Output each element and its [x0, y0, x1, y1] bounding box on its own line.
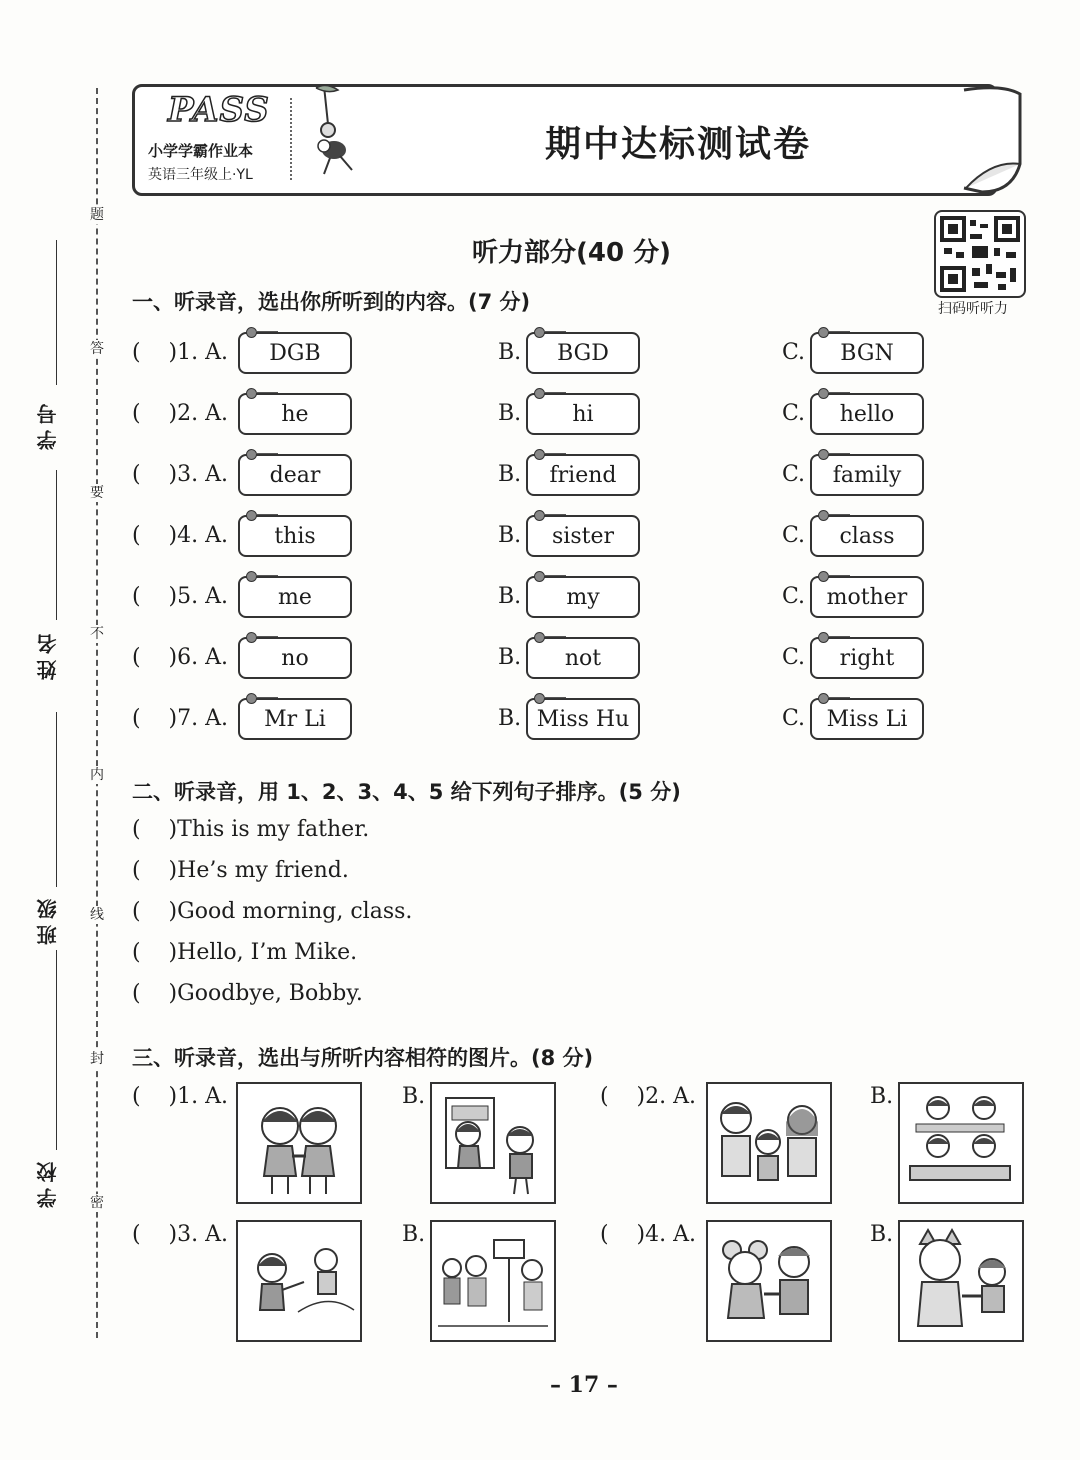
option-letter-b: B.	[498, 523, 522, 548]
question-number[interactable]: ( )6. A.	[132, 645, 229, 670]
family-portrait-icon	[708, 1084, 830, 1202]
option-letter-b: B.	[498, 645, 522, 670]
option-b[interactable]: BGD	[526, 332, 640, 374]
class-label: 班级	[36, 893, 60, 945]
question-number[interactable]: ( )5. A.	[132, 584, 229, 609]
header-divider	[290, 98, 292, 180]
two-girls-greeting-icon	[238, 1084, 360, 1202]
option-a[interactable]: me	[238, 576, 352, 618]
picture-question-number[interactable]: ( )1. A.	[132, 1084, 229, 1109]
page-number: – 17 –	[550, 1372, 618, 1398]
qr-code-icon[interactable]	[934, 210, 1026, 298]
picture-option-b[interactable]	[430, 1220, 556, 1342]
qr-label: 扫码听听力	[938, 301, 1008, 317]
brand-name: 小学学霸作业本	[148, 142, 254, 160]
option-letter-b: B.	[402, 1084, 426, 1109]
option-letter-b: B.	[498, 706, 522, 731]
question-number[interactable]: ( )1. A.	[132, 340, 229, 365]
seal-char: 不	[90, 626, 104, 642]
option-a[interactable]: DGB	[238, 332, 352, 374]
option-letter-c: C.	[782, 523, 806, 548]
option-letter-c: C.	[782, 401, 806, 426]
cat-and-boy-icon	[900, 1222, 1022, 1340]
classroom-students-icon	[900, 1084, 1022, 1202]
option-a[interactable]: no	[238, 637, 352, 679]
picture-option-b[interactable]	[898, 1220, 1024, 1342]
student-id-line[interactable]	[56, 240, 57, 385]
option-letter-b: B.	[870, 1084, 894, 1109]
girl-pointing-at-boy-icon	[238, 1222, 360, 1340]
sentence-item[interactable]: ( )Hello, I’m Mike.	[132, 940, 358, 965]
mascot-icon	[304, 84, 368, 180]
option-letter-c: C.	[782, 340, 806, 365]
school-line[interactable]	[56, 950, 57, 1150]
picture-option-a[interactable]	[236, 1220, 362, 1342]
brand-subtitle: 英语三年级上·YL	[148, 167, 253, 183]
option-letter-c: C.	[782, 584, 806, 609]
picture-option-a[interactable]	[706, 1220, 832, 1342]
question-row	[132, 393, 932, 439]
name-line[interactable]	[56, 470, 57, 620]
question-number[interactable]: ( )7. A.	[132, 706, 229, 731]
class-line[interactable]	[56, 712, 57, 887]
option-b[interactable]: not	[526, 637, 640, 679]
family-at-bus-stop-icon	[432, 1222, 554, 1340]
option-c[interactable]: right	[810, 637, 924, 679]
option-letter-b: B.	[498, 462, 522, 487]
picture-question-number[interactable]: ( )3. A.	[132, 1222, 229, 1247]
sentence-item[interactable]: ( )This is my father.	[132, 817, 370, 842]
page-title: 期中达标测试卷	[545, 124, 812, 165]
option-letter-b: B.	[402, 1222, 426, 1247]
picture-option-b[interactable]	[430, 1082, 556, 1204]
page-curl-icon	[962, 84, 1024, 196]
option-letter-b: B.	[498, 584, 522, 609]
seal-char: 内	[90, 767, 104, 783]
sentence-item[interactable]: ( )He’s my friend.	[132, 858, 349, 883]
seal-char: 要	[90, 485, 104, 501]
option-c[interactable]: BGN	[810, 332, 924, 374]
seal-char: 封	[90, 1051, 104, 1067]
picture-question-number[interactable]: ( )4. A.	[600, 1222, 697, 1247]
option-a[interactable]: he	[238, 393, 352, 435]
option-b[interactable]: friend	[526, 454, 640, 496]
option-c[interactable]: class	[810, 515, 924, 557]
option-letter-b: B.	[498, 340, 522, 365]
part-title: 听力部分(40 分)	[472, 238, 671, 268]
option-letter-c: C.	[782, 462, 806, 487]
question-row	[132, 637, 932, 683]
seal-char: 线	[90, 907, 104, 923]
question-row	[132, 698, 932, 744]
option-c[interactable]: Miss Li	[810, 698, 924, 740]
seal-char: 答	[90, 341, 104, 357]
option-letter-c: C.	[782, 645, 806, 670]
section1-title: 一、听录音，选出你所听到的内容。(7 分)	[132, 290, 531, 314]
question-number[interactable]: ( )4. A.	[132, 523, 229, 548]
question-number[interactable]: ( )3. A.	[132, 462, 229, 487]
question-number[interactable]: ( )2. A.	[132, 401, 229, 426]
school-label: 学校	[36, 1156, 60, 1208]
name-label: 姓名	[36, 628, 60, 680]
option-a[interactable]: dear	[238, 454, 352, 496]
seal-char: 密	[90, 1195, 104, 1211]
sentence-item[interactable]: ( )Goodbye, Bobby.	[132, 981, 363, 1006]
question-row	[132, 332, 932, 378]
pass-logo: PASS	[168, 90, 270, 130]
question-row	[132, 454, 932, 500]
student-id-label: 学号	[36, 398, 60, 450]
option-letter-b: B.	[870, 1222, 894, 1247]
option-b[interactable]: Miss Hu	[526, 698, 640, 740]
option-letter-c: C.	[782, 706, 806, 731]
question-row	[132, 576, 932, 622]
seal-char: 题	[90, 207, 104, 223]
option-c[interactable]: mother	[810, 576, 924, 618]
girl-and-boy-at-door-icon	[432, 1084, 554, 1202]
option-b[interactable]: my	[526, 576, 640, 618]
mouse-and-dog-icon	[708, 1222, 830, 1340]
picture-option-a[interactable]	[236, 1082, 362, 1204]
section3-title: 三、听录音，选出与所听内容相符的图片。(8 分)	[132, 1046, 594, 1070]
option-b[interactable]: sister	[526, 515, 640, 557]
picture-option-a[interactable]	[706, 1082, 832, 1204]
picture-option-b[interactable]	[898, 1082, 1024, 1204]
option-c[interactable]: hello	[810, 393, 924, 435]
sentence-item[interactable]: ( )Good morning, class.	[132, 899, 413, 924]
option-c[interactable]: family	[810, 454, 924, 496]
option-a[interactable]: Mr Li	[238, 698, 352, 740]
option-letter-b: B.	[498, 401, 522, 426]
binding-dashed-line	[96, 88, 98, 1338]
section2-title: 二、听录音，用 1、2、3、4、5 给下列句子排序。(5 分)	[132, 780, 681, 804]
option-b[interactable]: hi	[526, 393, 640, 435]
picture-question-number[interactable]: ( )2. A.	[600, 1084, 697, 1109]
option-a[interactable]: this	[238, 515, 352, 557]
question-row	[132, 515, 932, 561]
